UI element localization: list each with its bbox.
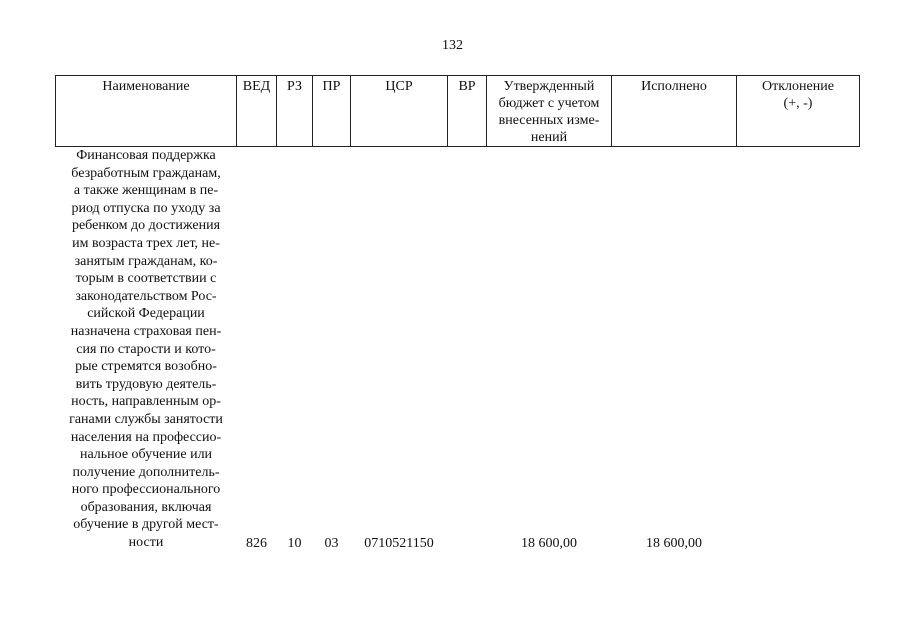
row-name-line: сия по старости и кото- bbox=[76, 341, 216, 357]
row-name-line: населения на профессио- bbox=[70, 429, 222, 445]
row-csr: 0710521150 bbox=[364, 535, 434, 551]
row-name-line: а также женщинам в пе- bbox=[73, 183, 219, 199]
row-name-line: им возраста трех лет, не- bbox=[72, 235, 220, 251]
row-vr bbox=[448, 147, 487, 552]
row-approved: 18 600,00 bbox=[521, 535, 577, 551]
row-name-line: рые стремятся возобно- bbox=[75, 359, 217, 375]
row-name-line: ганами службы занятости bbox=[69, 411, 223, 427]
header-deviation-line: (+, -) bbox=[783, 96, 813, 111]
row-deviation bbox=[737, 147, 860, 552]
row-name-line: ного профессионального bbox=[71, 482, 221, 498]
row-name-line: ности bbox=[128, 535, 164, 551]
row-name-line: ность, направленным ор- bbox=[71, 394, 221, 410]
header-deviation-line: Отклонение bbox=[762, 79, 834, 94]
row-name-line: нальное обучение или bbox=[79, 447, 213, 463]
row-name-line: назначена страховая пен- bbox=[70, 323, 222, 339]
header-deviation bbox=[737, 76, 860, 147]
budget-execution-table bbox=[55, 75, 860, 552]
header-approved-line: Утвержденный bbox=[503, 79, 595, 94]
row-name-line: занятым гражданам, ко- bbox=[74, 253, 218, 269]
header-name: Наименование bbox=[56, 76, 237, 147]
row-name-line: ребенком до достижения bbox=[71, 218, 221, 234]
header-ved: ВЕД bbox=[237, 76, 277, 147]
header-csr: ЦСР bbox=[351, 76, 448, 147]
table-row bbox=[56, 147, 860, 552]
row-name-line: образования, включая bbox=[80, 499, 212, 515]
row-name-line: Финансовая поддержка bbox=[76, 148, 216, 163]
page-number: 132 bbox=[442, 38, 463, 53]
row-name-line: законодательством Рос- bbox=[75, 288, 217, 304]
row-name-line: торым в соответствии с bbox=[75, 271, 217, 287]
row-name-line: сийской Федерации bbox=[87, 306, 205, 322]
header-approved-budget bbox=[487, 76, 612, 147]
row-name-line: вить трудовую деятель- bbox=[75, 376, 217, 392]
header-approved-line: нений bbox=[530, 130, 568, 145]
row-name-line: риод отпуска по уходу за bbox=[71, 200, 221, 216]
row-name-line: обучение в другой мест- bbox=[73, 517, 219, 533]
header-executed: Исполнено bbox=[612, 76, 737, 147]
header-approved-line: бюджет с учетом bbox=[498, 96, 600, 111]
header-rz: РЗ bbox=[277, 76, 313, 147]
row-ved: 826 bbox=[246, 535, 267, 551]
row-executed: 18 600,00 bbox=[646, 535, 702, 551]
header-approved-line: внесенных изме- bbox=[498, 113, 600, 128]
header-pr: ПР bbox=[313, 76, 351, 147]
row-rz: 10 bbox=[287, 535, 302, 551]
row-name-line: получение дополнитель- bbox=[72, 464, 220, 480]
table-header-row bbox=[56, 76, 860, 147]
header-vr: ВР bbox=[448, 76, 487, 147]
row-name-line: безработным гражданам, bbox=[71, 165, 221, 181]
row-name bbox=[56, 147, 237, 552]
row-pr: 03 bbox=[324, 535, 339, 551]
